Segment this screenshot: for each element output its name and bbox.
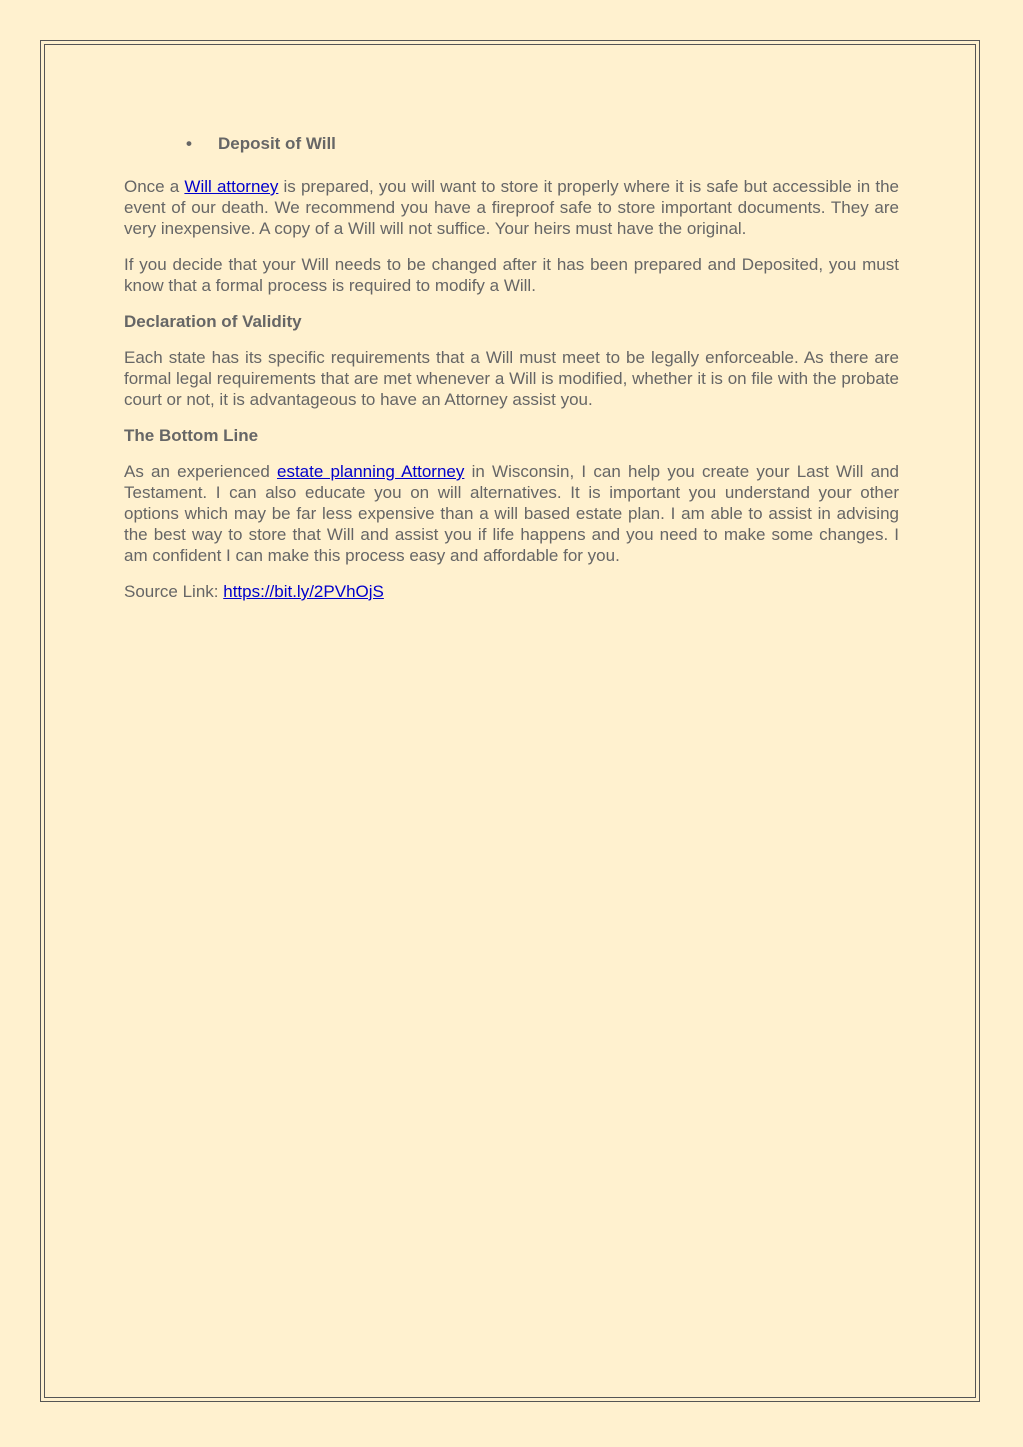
estate-planning-attorney-link[interactable]: estate planning Attorney	[277, 462, 465, 481]
paragraph-storing-will	[124, 176, 899, 239]
paragraph-bottom-line	[124, 461, 899, 566]
heading-declaration-of-validity: Declaration of Validity	[124, 312, 302, 331]
paragraph-changing-will: If you decide that your Will needs to be changed after it has been prepared and Deposited, you must know that a formal process is required to modify a Will.	[124, 255, 899, 295]
paragraph-text: As an experienced	[124, 462, 277, 481]
section-bullet	[124, 133, 899, 154]
source-link[interactable]: https://bit.ly/2PVhOjS	[223, 582, 384, 601]
paragraph-text: is prepared, you will want to store it properly where it is safe but accessible in the event of our death. We recommend you have a fireproof safe to store important documents. They are very inexpensive. A copy of a Will will not suffice. Your heirs must have the original.	[124, 177, 899, 238]
paragraph-state-requirements: Each state has its specific requirements that a Will must meet to be legally enforceable. As there are formal legal requirements that are met whenever a Will is modified, whether it is on file with the probate court or not, it is advantageous to have an Attorney assist you.	[124, 348, 899, 409]
paragraph-text: Once a	[124, 177, 185, 196]
section-title: Deposit of Will	[218, 134, 336, 153]
source-label: Source Link:	[124, 582, 224, 601]
source-line	[124, 581, 899, 602]
bullet-icon: •	[186, 134, 192, 153]
heading-bottom-line: The Bottom Line	[124, 426, 259, 445]
paragraph-text: in Wisconsin, I can help you create your Last Will and Testament. I can also educate you on will alternatives. It is important you understand your other options which may be far less expensive than a will based estate plan. I am able to assist in advising the best way to store that Will and assist you if life happens and you need to make some changes. I am confident I can make this process easy and affordable for you.	[124, 462, 899, 565]
will-attorney-link[interactable]: Will attorney	[184, 177, 279, 196]
document-content	[124, 133, 899, 617]
